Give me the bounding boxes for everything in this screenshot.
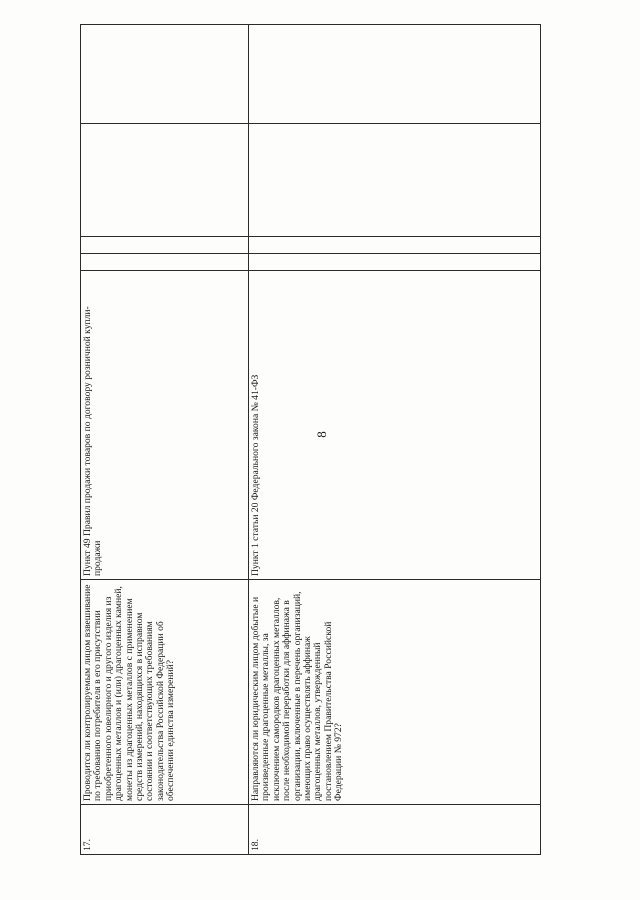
answer-no-cell [81,237,249,254]
page-number: 8 [313,431,329,438]
question-cell: Направляются ли юридическим лицом добытые и произведенные драгоценные металлы, за исключением самородков драгоценных металлов, после необходимой переработки для аффинажа в организации, включенные в перечень организаций, имеющих право осуществлять аффинаж драгоценных металлов, утвержденный постановлением Правительства Российской Федерации № 972? [249,580,541,805]
answer-no-cell [249,237,541,254]
reference-cell: Пункт 1 статьи 20 Федерального закона № 41-ФЗ [249,271,541,580]
answer-yes-cell [249,254,541,271]
answer-yes-cell [81,254,249,271]
not-applicable-cell [81,124,249,237]
row-number: 18. [249,805,541,855]
not-applicable-cell [249,124,541,237]
reference-cell: Пункт 49 Правил продажи товаров по договору розничной купли-продажи [81,271,249,580]
table-row [249,25,541,855]
question-cell: Проводится ли контролируемым лицом взвешивание по требованию потребителя в его присутствии приобретенного ювелирного и другого изделия из драгоценных металлов и (или) драгоценных камней, монеты из драгоценных металлов с применением средств измерений, находящихся в исправном состоянии и соответствующих требованиям законодательства Российской Федерации об обеспечении единства измерений? [81,580,249,805]
note-cell [249,25,541,124]
checklist-table [80,24,541,855]
rotated-content [80,25,540,855]
table-row [81,25,249,855]
note-cell [81,25,249,124]
row-number: 17. [81,805,249,855]
